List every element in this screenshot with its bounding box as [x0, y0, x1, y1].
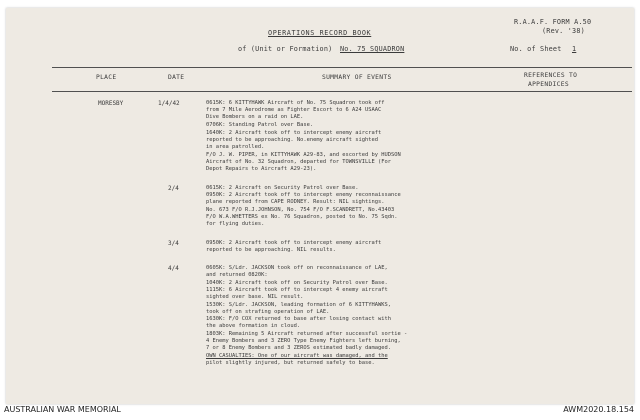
summary-line: 0950K: 2 Aircraft took off to intercept enemy aircraft — [206, 240, 382, 246]
summary-line: 4 Enemy Bombers and 3 ZERO Type Enemy Fighters left burning, — [206, 338, 401, 344]
record-sheet — [6, 8, 634, 404]
summary-line: for flying duties. — [206, 221, 265, 227]
summary-line: Aircraft of No. 32 Squadron, departed for TOWNSVILLE (For — [206, 159, 391, 165]
summary-line: 1530K: S/Ldr. JACKSON, leading formation of 6 KITTYHAWKS, — [206, 302, 391, 308]
summary-line: 0706K: Standing Patrol over Base. — [206, 122, 314, 128]
summary-line: Depot Repairs to Aircraft A29-23). — [206, 166, 317, 172]
entry-date: 2/4 — [168, 185, 179, 192]
summary-line: reported to be approaching. NIL results. — [206, 247, 336, 253]
summary-line: pilot slightly injured, but returned safely to base. — [206, 360, 375, 366]
summary-line: 1040K: 2 Aircraft took off on Security Patrol over Base. — [206, 280, 388, 286]
unit-prefix: of (Unit or Formation) — [238, 45, 333, 53]
summary-line: 0615K: 2 Aircraft on Security Patrol over Base. — [206, 185, 359, 191]
summary-line-casualties: OWN CASUALTIES: One of our aircraft was damaged, and the — [206, 353, 388, 359]
place-value: MORESBY — [98, 100, 124, 107]
column-header-place: PLACE — [96, 74, 117, 81]
summary-line: Dive Bombers on a raid on LAE. — [206, 114, 304, 120]
summary-line: plane reported from CAPE RODNEY. Result: NIL sightings. — [206, 199, 385, 205]
summary-line: F/O W.A.WHETTERS ex No. 76 Squadron, posted to No. 75 Sqdn. — [206, 214, 398, 220]
column-header-refs-1: REFERENCES TO — [524, 72, 578, 79]
summary-line: the above formation in cloud. — [206, 323, 301, 329]
column-header-refs-2: APPENDICES — [528, 81, 569, 88]
column-header-date: DATE — [168, 74, 185, 81]
sheet-number: 1 — [572, 45, 577, 53]
summary-line: 0605K: S/Ldr. JACKSON took off on reconnaissance of LAE, — [206, 265, 388, 271]
summary-line: 0950K: 2 Aircraft took off to intercept enemy reconnaissance — [206, 192, 401, 198]
summary-line: 0615K: 6 KITTYHAWK Aircraft of No. 75 Squadron took off — [206, 100, 385, 106]
sheet-label: No. of Sheet — [510, 45, 562, 53]
summary-line: 1803K: Remaining 5 Aircraft returned after successful sortie - — [206, 331, 408, 337]
entry-date: 4/4 — [168, 265, 179, 272]
summary-line: 7 or 8 Enemy Bombers and 3 ZEROS estimated badly damaged. — [206, 345, 391, 351]
footer-accession-number: AWM2020.18.154 — [563, 405, 634, 414]
summary-line: took off on strafing operation of LAE. — [206, 309, 330, 315]
entry-date: 3/4 — [168, 240, 179, 247]
form-revision: (Rev. '38) — [542, 27, 585, 35]
summary-line: reported to be approaching. No.enemy aircraft sighted — [206, 137, 379, 143]
footer-institution: AUSTRALIAN WAR MEMORIAL — [4, 405, 121, 414]
header-rule-bottom — [52, 91, 632, 92]
summary-line: sighted over base. NIL result. — [206, 294, 304, 300]
column-header-summary: SUMMARY OF EVENTS — [322, 74, 392, 81]
summary-line: and returned 0820K: — [206, 272, 268, 278]
summary-line: No. 673 F/O R.J.JOHNSON, No. 754 F/O F.SCANDRETT, No.43403 — [206, 207, 395, 213]
page-title: OPERATIONS RECORD BOOK — [268, 29, 372, 37]
summary-line: 1115K: 6 Aircraft took off to intercept 4 enemy aircraft — [206, 287, 388, 293]
summary-line: 1630K: F/O COX returned to base after losing contact with — [206, 316, 391, 322]
entry-date: 1/4/42 — [158, 100, 180, 107]
summary-line: F/O J. W. PIPER, in KITTYHAWK A29-83, and escorted by HUDSON — [206, 152, 401, 158]
header-rule-top — [52, 67, 632, 68]
summary-line: in area patrolled. — [206, 144, 265, 150]
unit-name: No. 75 SQUADRON — [340, 45, 405, 53]
summary-line: 1640K: 2 Aircraft took off to intercept enemy aircraft — [206, 130, 382, 136]
summary-line: from 7 Mile Aerodrome as Fighter Escort to 6 A24 USAAC — [206, 107, 382, 113]
form-reference: R.A.A.F. FORM A.50 — [514, 18, 592, 26]
